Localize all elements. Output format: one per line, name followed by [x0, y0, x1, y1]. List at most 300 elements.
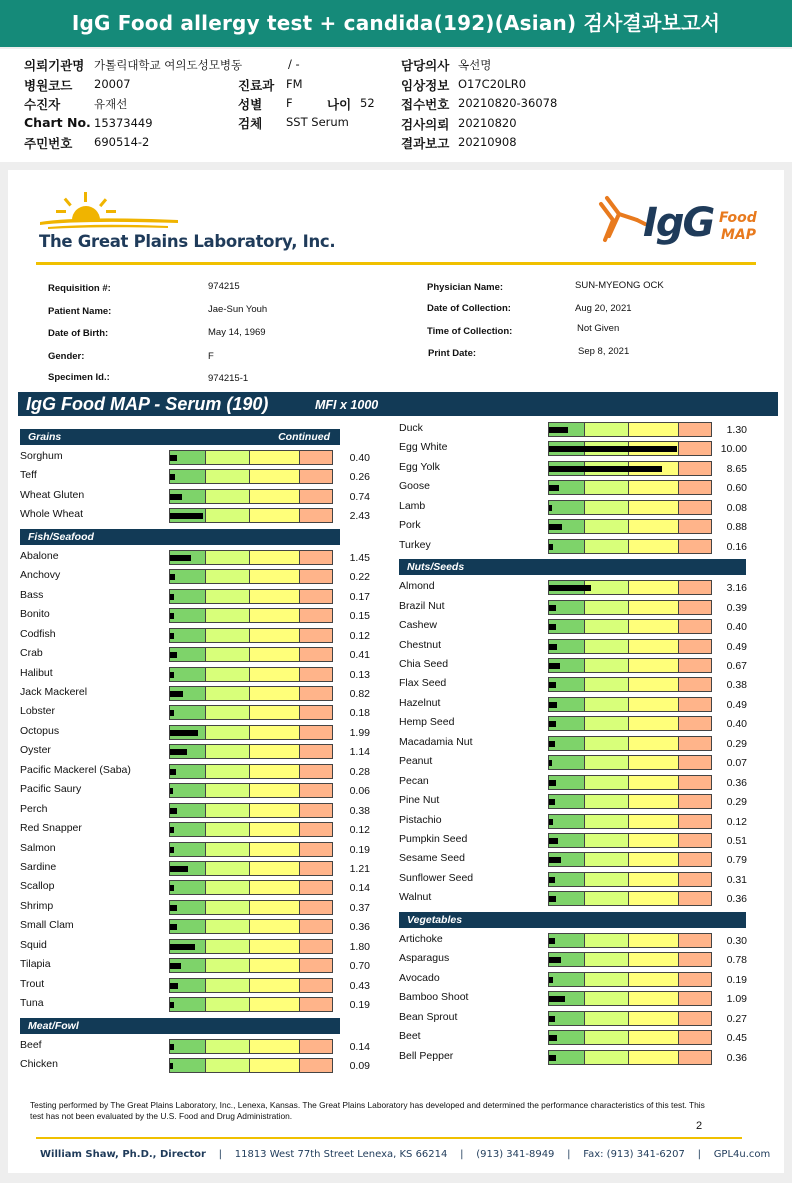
- header-label: 결과보고: [401, 136, 450, 151]
- food-row: [399, 518, 747, 537]
- reactivity-fill: [170, 944, 195, 950]
- zone-moderate: [206, 570, 250, 583]
- zone-high: [250, 940, 300, 953]
- food-name: Brazil Nut: [399, 599, 445, 612]
- zone-moderate: [206, 940, 250, 953]
- food-row: [399, 754, 747, 773]
- reactivity-bar: [169, 1039, 333, 1054]
- reactivity-fill: [549, 819, 553, 825]
- food-row: [20, 918, 370, 937]
- food-row: [399, 990, 747, 1009]
- zone-moderate: [206, 451, 250, 464]
- header-value: 20210820: [458, 116, 517, 130]
- header-value: SST Serum: [286, 115, 349, 129]
- collection-time-value: Not Given: [577, 323, 620, 334]
- zone-high: [629, 1031, 679, 1044]
- zone-high: [629, 601, 679, 614]
- header-label: 병원코드: [24, 78, 73, 93]
- header-value: 유재선: [94, 97, 128, 111]
- food-row: [399, 1029, 747, 1048]
- zone-high: [250, 979, 300, 992]
- header-value: 20007: [94, 77, 131, 91]
- reactivity-fill: [170, 866, 188, 872]
- food-row: [20, 704, 370, 723]
- food-value: 0.15: [349, 610, 370, 623]
- food-value: 0.30: [726, 934, 747, 947]
- food-row: [399, 499, 747, 518]
- reactivity-bar: [169, 764, 333, 779]
- food-row: [399, 890, 747, 909]
- food-value: 0.60: [726, 482, 747, 495]
- reactivity-bar: [548, 833, 712, 848]
- reactivity-bar: [169, 919, 333, 934]
- physician-label: Physician Name:: [427, 282, 504, 293]
- food-row: [20, 568, 370, 587]
- zone-very-high: [679, 815, 711, 828]
- zone-moderate: [206, 843, 250, 856]
- zone-very-high: [300, 451, 332, 464]
- zone-high: [250, 706, 300, 719]
- reactivity-fill: [549, 977, 553, 983]
- food-row: [399, 774, 747, 793]
- zone-high: [250, 668, 300, 681]
- food-name: Halibut: [20, 666, 53, 679]
- zone-high: [250, 451, 300, 464]
- collection-time-label: Time of Collection:: [427, 326, 513, 337]
- zone-high: [250, 823, 300, 836]
- zone-very-high: [300, 570, 332, 583]
- food-row: [399, 421, 747, 440]
- zone-very-high: [679, 717, 711, 730]
- footer-sep: |: [697, 1149, 701, 1160]
- zone-very-high: [300, 726, 332, 739]
- zone-high: [629, 640, 679, 653]
- reactivity-fill: [549, 585, 591, 591]
- reactivity-bar: [548, 794, 712, 809]
- category-title: Nuts/Seeds: [407, 561, 465, 574]
- food-name: Almond: [399, 580, 435, 593]
- category-header: [20, 429, 340, 445]
- zone-very-high: [679, 934, 711, 947]
- reactivity-bar: [169, 803, 333, 818]
- food-name: Red Snapper: [20, 822, 82, 835]
- food-value: 0.07: [726, 757, 747, 770]
- zone-high: [250, 920, 300, 933]
- food-row: [20, 507, 370, 526]
- reactivity-fill: [170, 827, 174, 833]
- zone-very-high: [679, 520, 711, 533]
- reactivity-bar: [169, 900, 333, 915]
- food-value: 0.19: [349, 843, 370, 856]
- food-name: Hemp Seed: [399, 716, 455, 729]
- reactivity-bar: [548, 872, 712, 887]
- logo-map: MAP: [721, 227, 757, 243]
- food-value: 1.80: [349, 940, 370, 953]
- zone-high: [250, 551, 300, 564]
- reactivity-bar: [548, 500, 712, 515]
- zone-very-high: [679, 834, 711, 847]
- reactivity-fill: [170, 672, 174, 678]
- food-row: [399, 813, 747, 832]
- zone-high: [250, 1040, 300, 1053]
- physician-value: SUN-MYEONG OCK: [575, 280, 664, 291]
- zone-high: [629, 873, 679, 886]
- food-name: Egg Yolk: [399, 460, 440, 473]
- reactivity-fill: [549, 721, 556, 727]
- logo-food: Food: [719, 210, 757, 226]
- reactivity-bar: [169, 569, 333, 584]
- food-name: Salmon: [20, 841, 56, 854]
- category-title: Meat/Fowl: [28, 1019, 79, 1032]
- continued-label: Continued: [278, 431, 330, 443]
- requisition-label: Requisition #:: [48, 283, 111, 294]
- reactivity-fill: [170, 1044, 174, 1050]
- zone-very-high: [300, 668, 332, 681]
- food-value: 0.19: [349, 999, 370, 1012]
- food-name: Chia Seed: [399, 657, 449, 670]
- food-name: Bonito: [20, 608, 50, 621]
- reactivity-bar: [548, 480, 712, 495]
- food-name: Anchovy: [20, 569, 61, 582]
- food-row: [20, 743, 370, 762]
- food-value: 1.09: [726, 993, 747, 1006]
- zone-moderate: [585, 659, 629, 672]
- zone-high: [250, 648, 300, 661]
- patient-name-value: Jae-Sun Youh: [208, 304, 268, 315]
- reactivity-fill: [549, 799, 555, 805]
- header-label: 나이: [327, 97, 352, 112]
- food-row: [20, 607, 370, 626]
- zone-moderate: [585, 892, 629, 905]
- reactivity-bar: [548, 1011, 712, 1026]
- reactivity-bar: [548, 775, 712, 790]
- zone-moderate: [585, 698, 629, 711]
- zone-high: [250, 784, 300, 797]
- food-value: 8.65: [726, 462, 747, 475]
- food-name: Sesame Seed: [399, 852, 465, 865]
- food-value: 0.37: [349, 901, 370, 914]
- zone-moderate: [585, 1012, 629, 1025]
- reactivity-bar: [169, 880, 333, 895]
- food-row: [20, 488, 370, 507]
- zone-moderate: [206, 979, 250, 992]
- zone-moderate: [585, 776, 629, 789]
- zone-moderate: [585, 601, 629, 614]
- zone-moderate: [585, 640, 629, 653]
- zone-moderate: [206, 648, 250, 661]
- zone-very-high: [300, 843, 332, 856]
- zone-low: [170, 998, 206, 1011]
- food-row: [399, 579, 747, 598]
- zone-very-high: [679, 601, 711, 614]
- reactivity-fill: [170, 613, 174, 619]
- food-value: 0.39: [726, 601, 747, 614]
- header-value: F: [286, 96, 293, 110]
- reactivity-bar: [169, 744, 333, 759]
- reactivity-bar: [548, 972, 712, 987]
- reactivity-bar: [169, 628, 333, 643]
- category-title: Vegetables: [407, 913, 463, 926]
- zone-low: [170, 590, 206, 603]
- zone-low: [170, 843, 206, 856]
- zone-moderate: [206, 726, 250, 739]
- reactivity-fill: [170, 633, 174, 639]
- food-name: Chestnut: [399, 638, 442, 651]
- zone-high: [250, 1059, 300, 1072]
- food-value: 0.74: [349, 490, 370, 503]
- reactivity-fill: [170, 513, 203, 519]
- header-label: Chart No.: [24, 115, 91, 130]
- reactivity-fill: [549, 524, 562, 530]
- header-value: 20210908: [458, 135, 517, 149]
- food-name: Flax Seed: [399, 677, 447, 690]
- food-value: 0.49: [726, 698, 747, 711]
- zone-moderate: [206, 765, 250, 778]
- zone-moderate: [206, 629, 250, 642]
- report-section-title: [18, 392, 778, 416]
- zone-very-high: [679, 973, 711, 986]
- category-title: Fish/Seafood: [28, 530, 94, 543]
- food-value: 0.36: [349, 921, 370, 934]
- zone-low: [170, 784, 206, 797]
- food-name: Pine Nut: [399, 794, 440, 807]
- zone-moderate: [585, 992, 629, 1005]
- footer: [40, 1149, 770, 1160]
- reactivity-fill: [549, 857, 561, 863]
- zone-high: [250, 726, 300, 739]
- zone-moderate: [585, 678, 629, 691]
- zone-moderate: [585, 1031, 629, 1044]
- food-row: [20, 821, 370, 840]
- food-row: [399, 479, 747, 498]
- zone-moderate: [206, 959, 250, 972]
- reactivity-bar: [548, 539, 712, 554]
- zone-high: [250, 609, 300, 622]
- patient-name-label: Patient Name:: [48, 306, 112, 317]
- food-row: [399, 951, 747, 970]
- report-unit: MFI x 1000: [315, 398, 379, 412]
- zone-very-high: [679, 581, 711, 594]
- reactivity-bar: [169, 489, 333, 504]
- reactivity-fill: [549, 896, 556, 902]
- food-value: 0.12: [349, 629, 370, 642]
- food-name: Pumpkin Seed: [399, 833, 468, 845]
- zone-moderate: [206, 804, 250, 817]
- zone-high: [629, 659, 679, 672]
- zone-moderate: [206, 490, 250, 503]
- zone-high: [250, 959, 300, 972]
- zone-moderate: [585, 520, 629, 533]
- reactivity-bar: [169, 978, 333, 993]
- zone-very-high: [300, 706, 332, 719]
- food-name: Pacific Saury: [20, 783, 82, 796]
- zone-moderate: [206, 551, 250, 564]
- food-name: Beef: [20, 1038, 42, 1051]
- food-name: Tilapia: [20, 958, 51, 971]
- food-row: [399, 1010, 747, 1029]
- report-title-bar: IgG Food allergy test + candida(192)(Asian) 검사결과보고서: [0, 0, 792, 47]
- zone-high: [629, 678, 679, 691]
- zone-moderate: [206, 998, 250, 1011]
- reactivity-bar: [169, 469, 333, 484]
- reactivity-bar: [548, 991, 712, 1006]
- zone-very-high: [679, 423, 711, 436]
- zone-high: [629, 973, 679, 986]
- zone-high: [250, 862, 300, 875]
- header-label: 성별: [238, 97, 263, 112]
- food-value: 0.14: [349, 1040, 370, 1053]
- food-value: 0.06: [349, 785, 370, 798]
- reactivity-fill: [170, 652, 177, 658]
- food-value: 0.36: [726, 893, 747, 906]
- reactivity-bar: [548, 1030, 712, 1045]
- zone-very-high: [300, 920, 332, 933]
- zone-moderate: [585, 540, 629, 553]
- reactivity-bar: [169, 1058, 333, 1073]
- zone-very-high: [679, 659, 711, 672]
- zone-high: [629, 834, 679, 847]
- food-value: 0.43: [349, 979, 370, 992]
- food-row: [399, 871, 747, 890]
- food-name: Crab: [20, 647, 43, 660]
- zone-low: [170, 1040, 206, 1053]
- food-name: Bean Sprout: [399, 1010, 458, 1023]
- zone-very-high: [679, 873, 711, 886]
- food-name: Pistachio: [399, 813, 442, 826]
- header-value: 690514-2: [94, 135, 150, 149]
- zone-high: [250, 570, 300, 583]
- zone-very-high: [679, 501, 711, 514]
- food-value: 0.09: [349, 1060, 370, 1073]
- header-value: O17C20LR0: [458, 77, 527, 91]
- header-value: 52: [360, 96, 375, 110]
- food-row: [20, 646, 370, 665]
- reactivity-bar: [548, 736, 712, 751]
- zone-very-high: [300, 940, 332, 953]
- zone-high: [250, 843, 300, 856]
- food-name: Sunflower Seed: [399, 871, 474, 884]
- zone-low: [170, 570, 206, 583]
- food-name: Walnut: [399, 891, 432, 904]
- zone-very-high: [679, 620, 711, 633]
- zone-very-high: [300, 901, 332, 914]
- reactivity-fill: [549, 877, 555, 883]
- requisition-value: 974215: [208, 281, 240, 292]
- reactivity-fill: [549, 446, 677, 452]
- food-name: Pacific Mackerel (Saba): [20, 763, 131, 776]
- zone-low: [170, 609, 206, 622]
- zone-very-high: [679, 892, 711, 905]
- food-value: 0.31: [726, 873, 747, 886]
- food-row: [399, 657, 747, 676]
- food-value: 0.79: [726, 854, 747, 867]
- zone-moderate: [585, 873, 629, 886]
- zone-moderate: [206, 1059, 250, 1072]
- food-value: 0.40: [726, 718, 747, 731]
- zone-high: [629, 953, 679, 966]
- food-name: Goose: [399, 480, 430, 493]
- food-value: 0.82: [349, 687, 370, 700]
- reactivity-fill: [549, 544, 553, 550]
- zone-low: [170, 706, 206, 719]
- food-value: 0.40: [726, 621, 747, 634]
- zone-very-high: [300, 804, 332, 817]
- header-label: 주민번호: [24, 136, 73, 151]
- zone-very-high: [679, 698, 711, 711]
- zone-high: [629, 581, 679, 594]
- food-name: Avocado: [399, 971, 440, 984]
- food-name: Beet: [399, 1030, 421, 1043]
- food-row: [20, 860, 370, 879]
- collection-date-label: Date of Collection:: [427, 303, 511, 314]
- zone-low: [549, 815, 585, 828]
- reactivity-fill: [549, 505, 552, 511]
- zone-low: [549, 501, 585, 514]
- food-name: Jack Mackerel: [20, 685, 88, 698]
- zone-very-high: [300, 765, 332, 778]
- reactivity-bar: [548, 677, 712, 692]
- food-row: [20, 1038, 370, 1057]
- reactivity-fill: [170, 1063, 173, 1069]
- zone-high: [250, 590, 300, 603]
- zone-very-high: [679, 776, 711, 789]
- footnote: Testing performed by The Great Plains Laboratory, Inc., Lenexa, Kansas. The Great Plains Laboratory has developed and determined the performance characteristics of this test. This test has not been evaluated by the U.S. Food and Drug Administration.: [30, 1100, 705, 1121]
- zone-very-high: [300, 823, 332, 836]
- page-number: 2: [696, 1120, 703, 1132]
- zone-moderate: [585, 481, 629, 494]
- reactivity-bar: [169, 608, 333, 623]
- zone-moderate: [206, 706, 250, 719]
- lab-report: [8, 170, 784, 1173]
- food-value: 0.17: [349, 590, 370, 603]
- food-name: Sorghum: [20, 450, 63, 462]
- food-value: 0.28: [349, 765, 370, 778]
- food-row: [399, 618, 747, 637]
- reactivity-fill: [170, 691, 183, 697]
- zone-very-high: [300, 609, 332, 622]
- request-header: [0, 49, 792, 162]
- reactivity-fill: [549, 624, 556, 630]
- reactivity-fill: [549, 938, 555, 944]
- reactivity-fill: [549, 1016, 555, 1022]
- reactivity-fill: [170, 788, 173, 794]
- food-row: [399, 1049, 747, 1068]
- food-row: [399, 715, 747, 734]
- reactivity-bar: [548, 658, 712, 673]
- collection-date-value: Aug 20, 2021: [575, 303, 632, 314]
- food-value: 0.36: [726, 1051, 747, 1064]
- print-date-label: Print Date:: [428, 348, 477, 359]
- food-value: 0.38: [726, 679, 747, 692]
- food-value: 10.00: [720, 443, 747, 456]
- reactivity-bar: [169, 686, 333, 701]
- food-value: 0.18: [349, 707, 370, 720]
- zone-high: [250, 687, 300, 700]
- sun-logo-icon: [38, 190, 188, 230]
- zone-moderate: [206, 784, 250, 797]
- reactivity-bar: [169, 589, 333, 604]
- zone-moderate: [585, 423, 629, 436]
- food-row: [399, 735, 747, 754]
- reactivity-fill: [170, 594, 174, 600]
- reactivity-fill: [549, 605, 556, 611]
- food-name: Lamb: [399, 499, 426, 512]
- food-row: [399, 832, 747, 851]
- reactivity-bar: [548, 716, 712, 731]
- reactivity-fill: [170, 574, 175, 580]
- zone-moderate: [585, 756, 629, 769]
- zone-moderate: [206, 509, 250, 522]
